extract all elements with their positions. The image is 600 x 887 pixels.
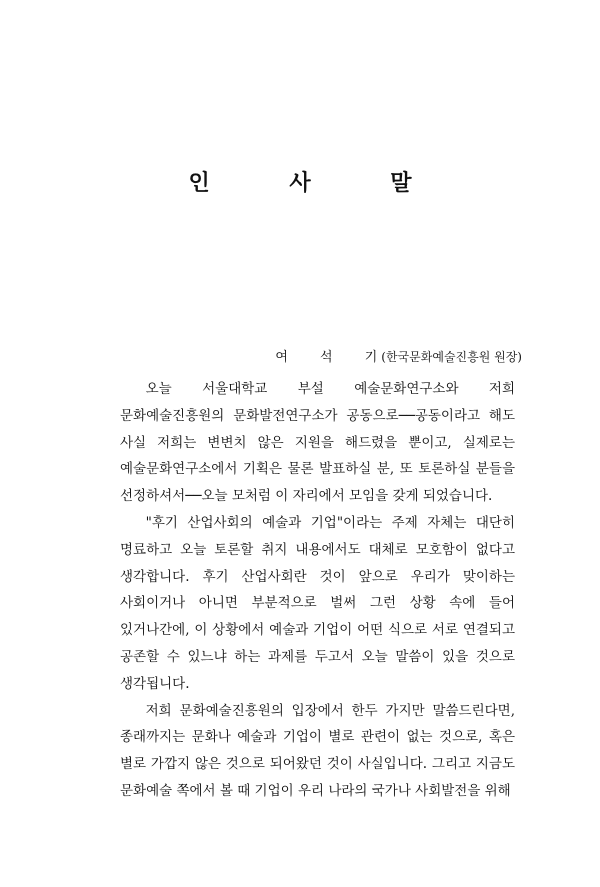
paragraph-2: "후기 산업사회의 예술과 기업"이라는 주제 자체는 대단히 명료하고 오늘 토론할 취지 내용에서도 대체로 모호함이 없다고 생각합니다. 후기 산업사회란 것이 앞으로 우리가 맞이하는 사회이거나 아니면 부분적으로 벌써 그런 상황 속에 들어 있거나간에, 이 상황에서 예술과 기업이 어떤 식으로 서로 연결되고 공존할 수 있느냐 하는 과제를 두고서 오늘 말씀이 있을 것으로 생각됩니다. [120,514,515,692]
page-title: 인 사 말 [188,171,448,196]
paragraph-3: 저희 문화예술진흥원의 입장에서 한두 가지만 말씀드린다면, 종래까지는 문화나 예술과 기업이 별로 관련이 없는 것으로, 혹은 별로 가깝지 않은 것으로 되어왔던 것이 사실입니다. 그리고 지금도 문화예술 쪽에서 볼 때 기업이 우리 나라의 국가나 사회발전을 위해 [120,702,515,799]
author-affiliation: (한국문화예술진흥원 원장) [381,350,522,364]
author-name: 여 석 기 [275,350,392,365]
paragraph-1: 오늘 서울대학교 부설 예술문화연구소와 저희 문화예술진흥원의 문화발전연구소가 공동으로──공동이라고 해도 사실 저희는 변변치 않은 지원을 해드렸을 뿐이고, 실제로는 예술문화연구소에서 기획은 물론 발표하실 분, 또 토론하실 분들을 선정하셔서──오늘 모처럼 이 자리에서 모임을 갖게 되었습니다. [120,381,515,505]
byline [275,346,522,365]
body-text [120,376,515,805]
